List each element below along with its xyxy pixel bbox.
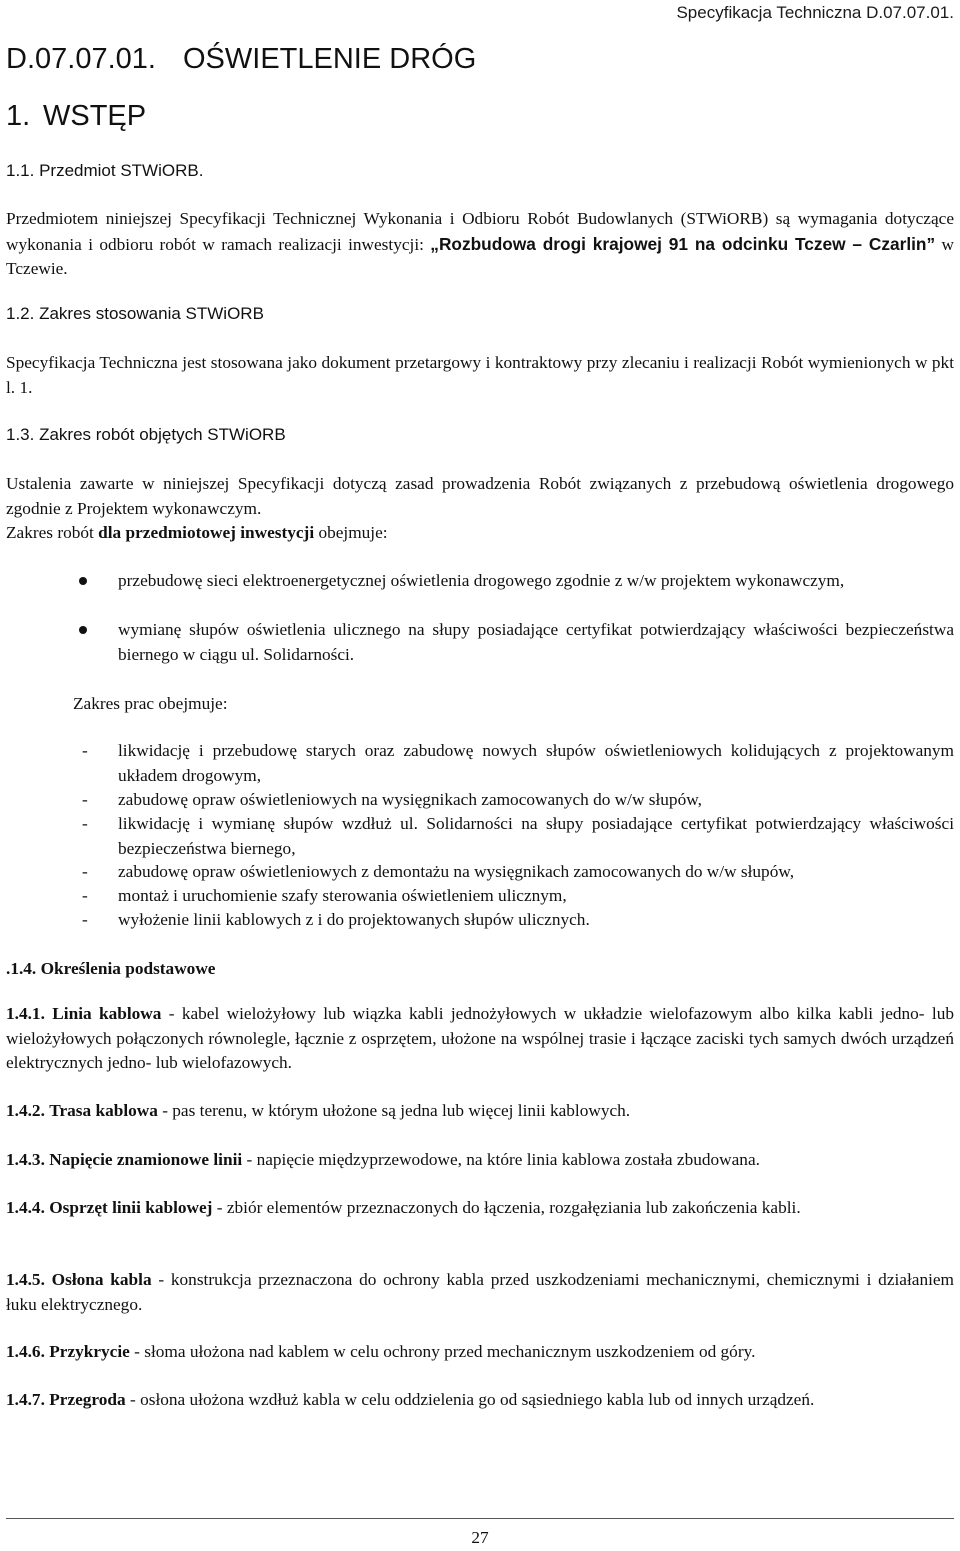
definition-1-4-3: 1.4.3. Napięcie znamionowe linii - napięcie międzyprzewodowe, na które linia kablowa została zbudowana. <box>6 1150 760 1169</box>
document-code: D.07.07.01. <box>6 43 156 75</box>
paragraph-1-1 <box>6 207 954 282</box>
paragraph-1-2: Specyfikacja Techniczna jest stosowana jako dokument przetargowy i kontraktowy przy zlecaniu i realizacji Robót wymienionych w pkt l. 1. <box>6 353 954 397</box>
document-title: OŚWIETLENIE DRÓG <box>183 43 477 75</box>
section-title: WSTĘP <box>43 100 147 132</box>
dash-marker: - <box>82 814 88 833</box>
bullet-item: przebudowę sieci elektroenergetycznej oświetlenia drogowego zgodnie z w/w projektem wykonawczym, <box>118 571 845 590</box>
page-number: 27 <box>471 1528 489 1547</box>
definition-1-4-4: 1.4.4. Osprzęt linii kablowej - zbiór elementów przeznaczonych do łączenia, rozgałęziania lub zakończenia kabli. <box>6 1198 801 1217</box>
bullet-icon <box>79 626 87 634</box>
definition-term: Trasa kablowa <box>49 1101 158 1120</box>
definition-term: Osprzęt linii kablowej <box>49 1198 213 1217</box>
dash-marker: - <box>82 741 88 760</box>
definition-term: Osłona kabla <box>51 1270 152 1289</box>
paragraph-1-1-tail: w Tczewie. <box>6 234 954 278</box>
dash-item: likwidację i przebudowę starych oraz zabudowę nowych słupów oświetleniowych kolidujących z projektowanym układem drogowym, <box>118 741 954 785</box>
definition-term: Przykrycie <box>49 1342 130 1361</box>
definition-1-4-1: 1.4.1. Linia kablowa - kabel wielożyłowy lub wiązka kabli jednożyłowych w układzie wielofazowym albo kilka kabli jedno- lub wielożyłowych połączonych równolegle, łącznie z osprzętem, ułożone na wspólnej trasie i łączące zaciski tych samych dwóch urządzeń elektrycznych jedno- lub wielofazowych. <box>6 1004 954 1072</box>
definition-1-4-5: 1.4.5. Osłona kabla - konstrukcja przeznaczona do ochrony kabla przed uszkodzeniami mechanicznymi, chemicznymi i działaniem łuku elektrycznego. <box>6 1270 954 1314</box>
definition-term: Napięcie znamionowe linii <box>49 1150 243 1169</box>
scope-intro: Zakres robót dla przedmiotowej inwestycji obejmuje: <box>6 523 388 542</box>
definition-term: Linia kablowa <box>52 1004 162 1023</box>
definition-1-4-6: 1.4.6. Przykrycie - słoma ułożona nad kablem w celu ochrony przed mechanicznym uszkodzeniem od góry. <box>6 1342 756 1361</box>
dash-item: zabudowę opraw oświetleniowych na wysięgnikach zamocowanych do w/w słupów, <box>118 790 702 809</box>
paragraph-1-3: Ustalenia zawarte w niniejszej Specyfikacji dotyczą zasad prowadzenia Robót związanych z przebudową oświetlenia drogowego zgodnie z Projektem wykonawczym. <box>6 474 954 518</box>
heading-1-1: 1.1. Przedmiot STWiORB. <box>6 161 204 180</box>
dash-item: montaż i uruchomienie szafy sterowania oświetleniem ulicznym, <box>118 886 567 905</box>
paragraph-1-1-text: Przedmiotem niniejszej Specyfikacji Technicznej Wykonania i Odbioru Robót Budowlanych (STWiORB) są wymagania dotyczące wykonania i odbioru robót w ramach realizacji inwestycji: <box>6 209 954 254</box>
dash-marker: - <box>82 862 88 881</box>
heading-1-4: .1.4. Określenia podstawowe <box>6 959 216 978</box>
scope-label: Zakres prac obejmuje: <box>73 694 228 713</box>
dash-item: zabudowę opraw oświetleniowych z demontażu na wysięgnikach zamocowanych do w/w słupów, <box>118 862 795 881</box>
running-header: Specyfikacja Techniczna D.07.07.01. <box>676 3 954 22</box>
dash-marker: - <box>82 910 88 929</box>
definition-1-4-2: 1.4.2. Trasa kablowa - pas terenu, w którym ułożone są jedna lub więcej linii kablowych. <box>6 1101 631 1120</box>
scope-intro-bold: dla przedmiotowej inwestycji <box>98 523 315 542</box>
heading-1-2: 1.2. Zakres stosowania STWiORB <box>6 304 264 323</box>
footer-divider <box>6 1518 954 1519</box>
dash-item: wyłożenie linii kablowych z i do projektowanych słupów ulicznych. <box>118 910 590 929</box>
definition-term: Przegroda <box>49 1390 126 1409</box>
section-number: 1. <box>6 100 31 132</box>
dash-marker: - <box>82 790 88 809</box>
bullet-item: wymianę słupów oświetlenia ulicznego na słupy posiadające certyfikat potwierdzający właściwości bezpieczeństwa biernego w ciągu ul. Solidarności. <box>118 620 954 664</box>
definition-1-4-7: 1.4.7. Przegroda - osłona ułożona wzdłuż kabla w celu oddzielenia go od sąsiedniego kabla lub od innych urządzeń. <box>6 1390 815 1409</box>
heading-1-3: 1.3. Zakres robót objętych STWiORB <box>6 425 286 444</box>
investment-name: „Rozbudowa drogi krajowej 91 na odcinku Tczew – Czarlin” <box>430 233 936 254</box>
dash-item: likwidację i wymianę słupów wzdłuż ul. Solidarności na słupy posiadające certyfikat potwierdzający właściwości bezpieczeństwa biernego, <box>118 814 954 858</box>
bullet-icon <box>79 577 87 585</box>
dash-marker: - <box>82 886 88 905</box>
